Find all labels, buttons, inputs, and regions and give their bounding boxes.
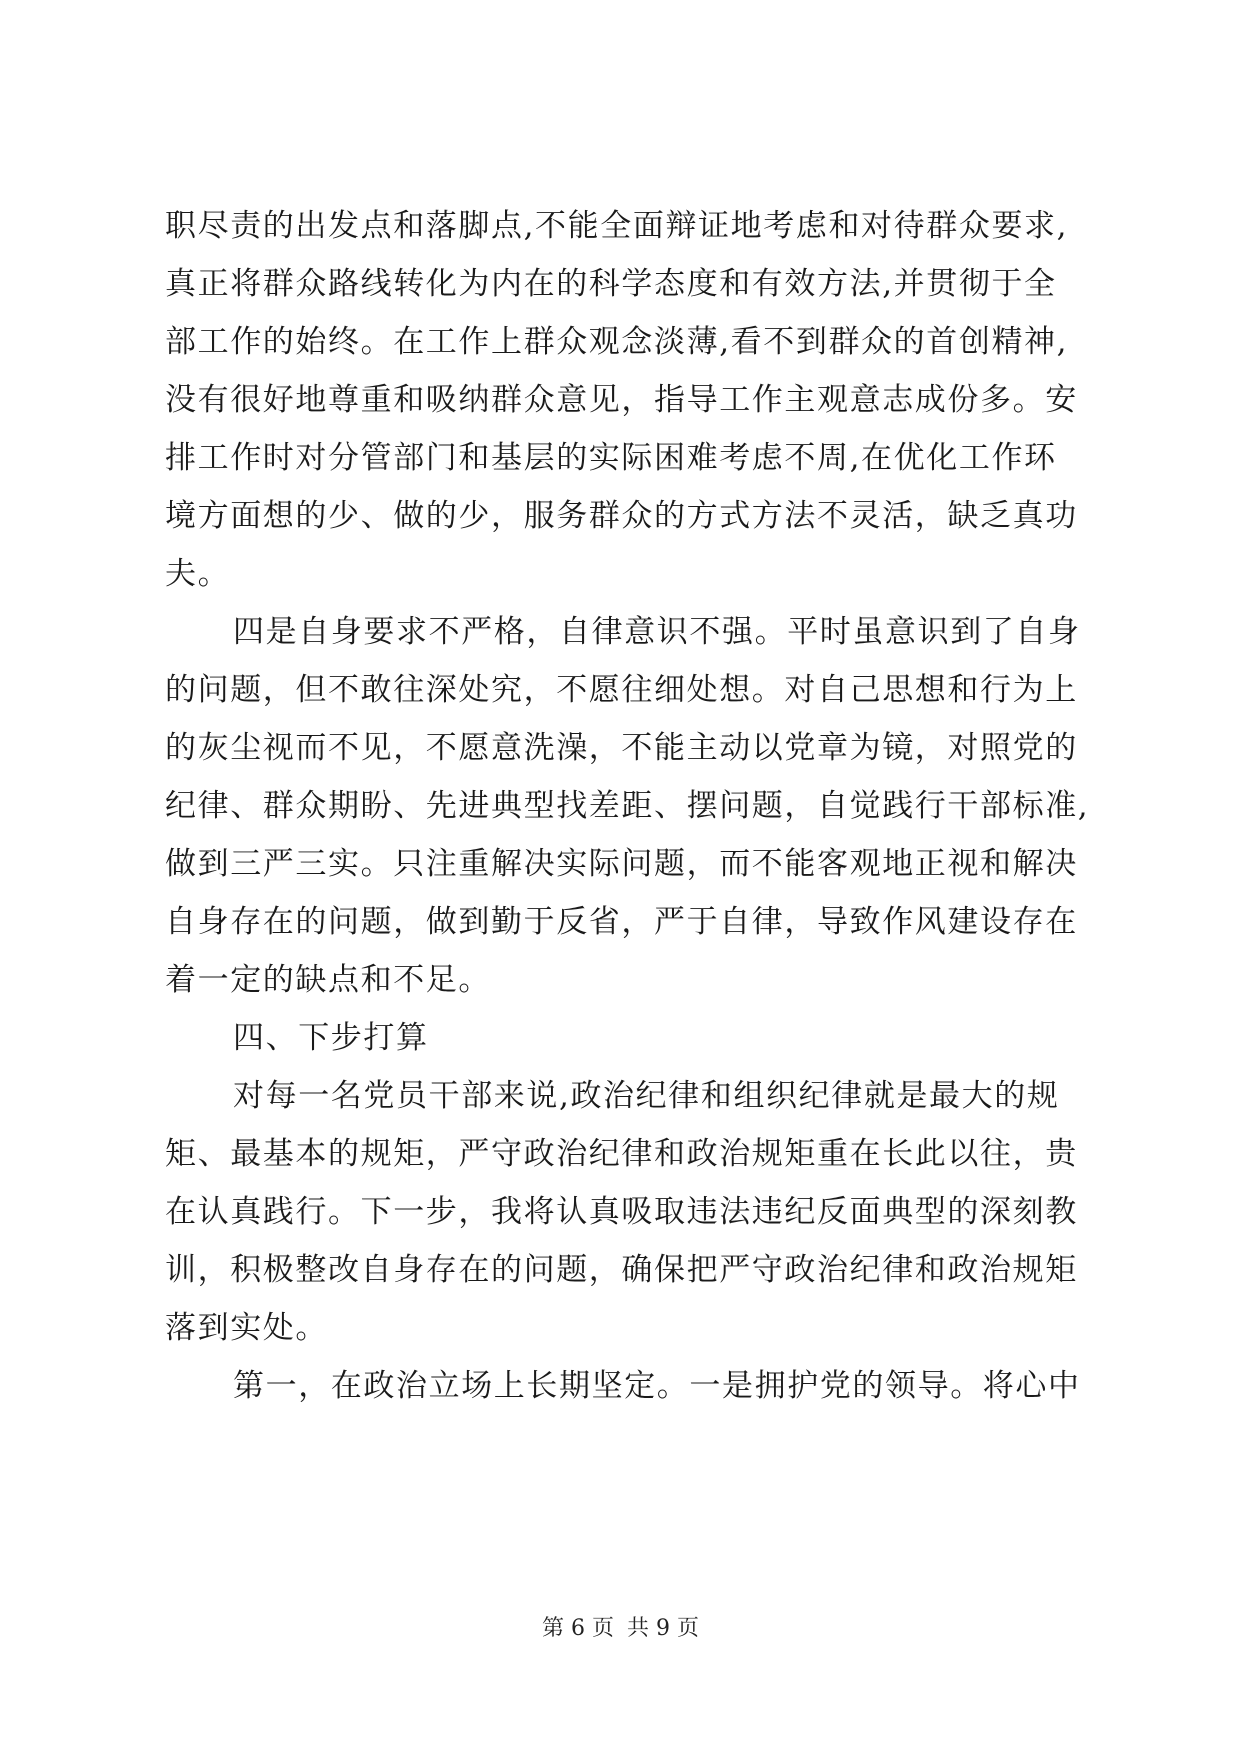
- page-number: 第 6 页: [542, 1616, 614, 1641]
- text-line: 着一定的缺点和不足。: [165, 962, 491, 998]
- text-line: 的问题，但不敢往深处究，不愿往细处想。对自己思想和行为上: [165, 672, 1078, 708]
- text-line: 自身存在的问题，做到勤于反省，严于自律，导致作风建设存在: [165, 904, 1078, 940]
- paragraph-start-line: 对每一名党员干部来说,政治纪律和组织纪律就是最大的规: [233, 1078, 1060, 1114]
- text-line: 部工作的始终。在工作上群众观念淡薄,看不到群众的首创精神,: [165, 324, 1069, 360]
- text-line: 排工作时对分管部门和基层的实际困难考虑不周,在优化工作环: [165, 440, 1057, 476]
- text-line: 矩、最基本的规矩，严守政治纪律和政治规矩重在长此以往，贵: [165, 1136, 1078, 1172]
- text-line: 境方面想的少、做的少，服务群众的方式方法不灵活，缺乏真功: [165, 498, 1078, 534]
- paragraph-start-line: 第一，在政治立场上长期坚定。一是拥护党的领导。将心中: [233, 1368, 1081, 1404]
- text-line: 训，积极整改自身存在的问题，确保把严守政治纪律和政治规矩: [165, 1252, 1078, 1288]
- text-line: 纪律、群众期盼、先进典型找差距、摆问题，自觉践行干部标准,: [165, 788, 1090, 824]
- page-total: 共 9 页: [627, 1616, 699, 1641]
- section-heading: 四、下步打算: [233, 1020, 429, 1056]
- text-line: 职尽责的出发点和落脚点,不能全面辩证地考虑和对待群众要求,: [165, 208, 1069, 244]
- page-footer: [0, 1614, 1241, 1644]
- text-line: 做到三严三实。只注重解决实际问题，而不能客观地正视和解决: [165, 846, 1078, 882]
- text-line: 真正将群众路线转化为内在的科学态度和有效方法,并贯彻于全: [165, 266, 1057, 302]
- text-line: 在认真践行。下一步，我将认真吸取违法违纪反面典型的深刻教: [165, 1194, 1078, 1230]
- text-line: 夫。: [165, 556, 231, 592]
- paragraph-start-line: 四是自身要求不严格，自律意识不强。平时虽意识到了自身: [233, 614, 1081, 650]
- text-line: 落到实处。: [165, 1310, 328, 1346]
- text-line: 没有很好地尊重和吸纳群众意见，指导工作主观意志成份多。安: [165, 382, 1078, 418]
- text-line: 的灰尘视而不见，不愿意洗澡，不能主动以党章为镜，对照党的: [165, 730, 1078, 766]
